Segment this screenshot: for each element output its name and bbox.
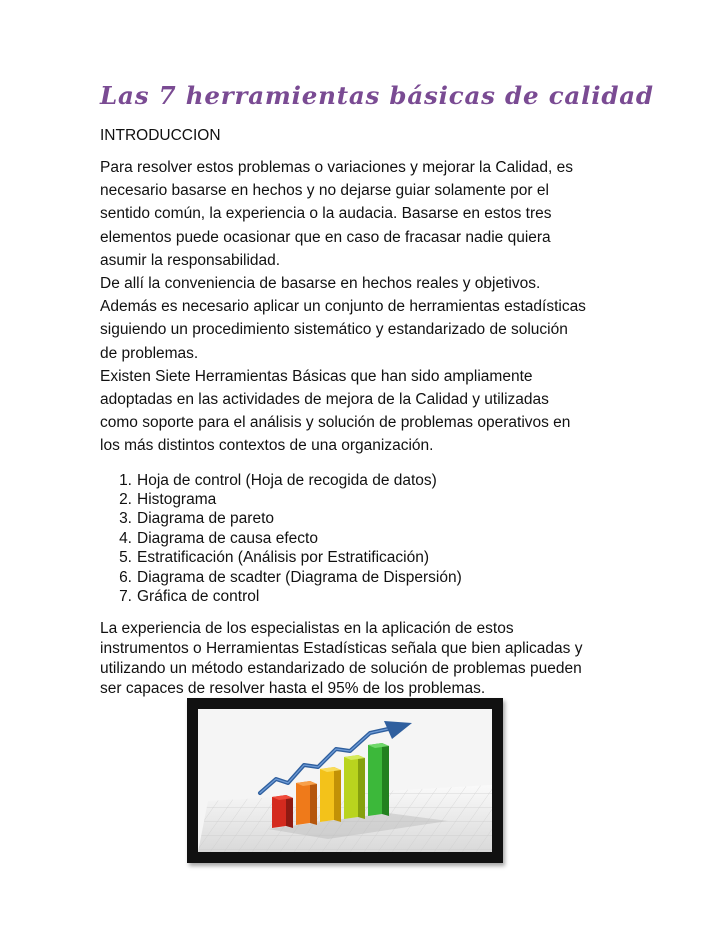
intro-line: de problemas. bbox=[100, 344, 199, 362]
list-item bbox=[100, 568, 660, 587]
intro-line: Existen Siete Herramientas Básicas que han sido ampliamente bbox=[100, 367, 533, 385]
list-number: 6. bbox=[119, 568, 132, 586]
section-heading: INTRODUCCION bbox=[100, 127, 221, 144]
growth-chart-icon bbox=[198, 709, 492, 852]
intro-line: necesario basarse en hechos y no dejarse guiar solamente por el bbox=[100, 182, 549, 200]
list-text: Gráfica de control bbox=[137, 588, 260, 606]
list-item bbox=[100, 587, 660, 606]
closing-line: ser capaces de resolver hasta el 95% de los problemas. bbox=[100, 679, 486, 697]
intro-line: como soporte para el análisis y solución de problemas operativos en bbox=[100, 414, 571, 432]
closing-line: La experiencia de los especialistas en la aplicación de estos bbox=[100, 620, 514, 638]
list-number: 2. bbox=[119, 491, 132, 509]
list-number: 4. bbox=[119, 529, 132, 547]
rising-bar-chart-with-arrow-image bbox=[198, 709, 492, 852]
list-item bbox=[100, 509, 660, 528]
list-number: 7. bbox=[119, 588, 132, 606]
closing-line: utilizando un método estandarizado de solución de problemas pueden bbox=[100, 660, 582, 678]
chart-illustration-frame bbox=[187, 698, 503, 863]
list-number: 5. bbox=[119, 549, 132, 567]
intro-line: adoptadas en las actividades de mejora de la Calidad y utilizadas bbox=[100, 391, 549, 409]
intro-line: sentido común, la experiencia o la audacia. Basarse en estos tres bbox=[100, 205, 552, 223]
list-text: Histograma bbox=[137, 491, 217, 509]
list-text: Hoja de control (Hoja de recogida de datos) bbox=[137, 471, 437, 489]
list-item bbox=[100, 471, 660, 490]
intro-line: De allí la conveniencia de basarse en hechos reales y objetivos. bbox=[100, 275, 541, 293]
list-text: Estratificación (Análisis por Estratificación) bbox=[137, 549, 430, 567]
list-text: Diagrama de pareto bbox=[137, 510, 274, 528]
intro-line: elementos puede ocasionar que en caso de fracasar nadie quiera bbox=[100, 228, 551, 246]
intro-line: siguiendo un procedimiento sistemático y estandarizado de solución bbox=[100, 321, 568, 339]
document-title: Las 7 herramientas básicas de calidad bbox=[100, 81, 654, 110]
list-item bbox=[100, 529, 660, 548]
tools-list bbox=[100, 471, 660, 607]
closing-paragraph bbox=[100, 619, 660, 698]
intro-line: los más distintos contextos de una organización. bbox=[100, 437, 434, 455]
list-text: Diagrama de scadter (Diagrama de Dispersión) bbox=[137, 568, 462, 586]
document-page bbox=[100, 78, 660, 699]
list-item bbox=[100, 548, 660, 567]
intro-line: Además es necesario aplicar un conjunto de herramientas estadísticas bbox=[100, 298, 586, 316]
list-number: 3. bbox=[119, 510, 132, 528]
closing-line: instrumentos o Herramientas Estadísticas señala que bien aplicadas y bbox=[100, 640, 583, 658]
intro-paragraphs bbox=[100, 156, 660, 458]
list-item bbox=[100, 490, 660, 509]
intro-line: asumir la responsabilidad. bbox=[100, 251, 281, 269]
list-text: Diagrama de causa efecto bbox=[137, 529, 318, 547]
intro-line: Para resolver estos problemas o variaciones y mejorar la Calidad, es bbox=[100, 159, 573, 176]
list-number: 1. bbox=[119, 471, 132, 489]
